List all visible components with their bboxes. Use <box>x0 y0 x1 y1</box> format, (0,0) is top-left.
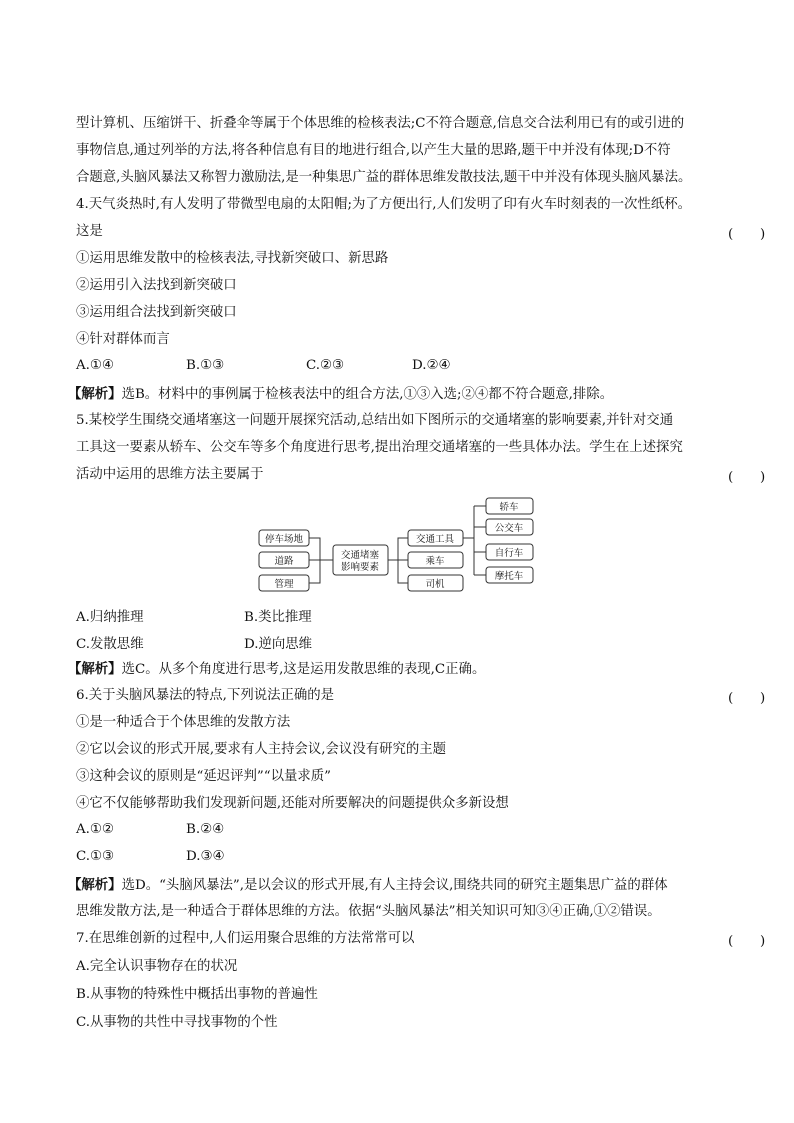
q7-stem-line-1: 7.在思维创新的过程中,人们运用聚合思维的方法常常可以 <box>76 931 415 946</box>
q4-analysis <box>68 385 613 404</box>
intro-line-3: 合题意,头脑风暴法又称智力激励法,是一种集思广益的群体思维发散技法,题干中并没有体现头脑风暴法。 <box>76 170 692 185</box>
traffic-diagram <box>250 494 550 596</box>
q6-option-d: D.③④ <box>186 849 225 864</box>
diagram-right-3: 自行车 <box>494 548 524 559</box>
q5-option-b: B.类比推理 <box>244 610 312 625</box>
diagram-mid-1: 交通工具 <box>415 534 455 545</box>
q7-answer-paren: ( ) <box>728 934 766 949</box>
q5-analysis <box>68 660 485 679</box>
q6-item-1: ①是一种适合于个体思维的发散方法 <box>76 715 291 730</box>
q4-option-a: A.①④ <box>76 358 114 373</box>
q6-item-4: ④它不仅能够帮助我们发现新问题,还能对所要解决的问题提供众多新设想 <box>76 796 509 811</box>
q7-option-c: C.从事物的共性中寻找事物的个性 <box>76 1015 278 1030</box>
diagram-right-1: 轿车 <box>499 502 519 513</box>
q4-item-1: ①运用思维发散中的检核表法,寻找新突破口、新思路 <box>76 251 389 266</box>
q4-option-d: D.②④ <box>412 358 451 373</box>
analysis-text: 选B。材料中的事例属于检核表法中的组合方法,①③入选;②④都不符合题意,排除。 <box>121 387 614 402</box>
analysis-text: 选C。从多个角度进行思考,这是运用发散思维的表现,C正确。 <box>121 662 486 677</box>
diagram-mid-3: 司机 <box>425 579 445 590</box>
q6-answer-paren: ( ) <box>728 691 766 706</box>
q6-item-2: ②它以会议的形式开展,要求有人主持会议,会议没有研究的主题 <box>76 742 447 757</box>
diagram-left-2: 道路 <box>274 556 294 567</box>
diagram-right-2: 公交车 <box>494 523 524 534</box>
q7-option-b: B.从事物的特殊性中概括出事物的普遍性 <box>76 987 318 1002</box>
q5-stem-line-2: 工具这一要素从轿车、公交车等多个角度进行思考,提出治理交通堵塞的一些具体办法。学生在上述探究 <box>76 440 683 455</box>
q4-option-c: C.②③ <box>306 358 345 373</box>
q4-item-3: ③运用组合法找到新突破口 <box>76 305 237 320</box>
q4-answer-paren: ( ) <box>728 227 766 242</box>
q6-stem-line-1: 6.关于头脑风暴法的特点,下列说法正确的是 <box>76 688 335 703</box>
analysis-tag: 【解析】 <box>68 877 122 893</box>
diagram-center-line-1: 交通堵塞 <box>340 550 380 561</box>
q4-item-2: ②运用引入法找到新突破口 <box>76 278 237 293</box>
q4-stem-line-1: 4.天气炎热时,有人发明了带微型电扇的太阳帽;为了方便出行,人们发明了印有火车时刻表的一次性纸杯。 <box>76 197 691 212</box>
analysis-tag: 【解析】 <box>68 386 122 402</box>
q6-analysis-line-1 <box>68 876 668 895</box>
intro-line-1: 型计算机、压缩饼干、折叠伞等属于个体思维的检核表法;C不符合题意,信息交合法利用已有的或引进的 <box>76 116 685 131</box>
diagram-center-line-2: 影响要素 <box>340 562 380 573</box>
analysis-tag: 【解析】 <box>68 661 122 677</box>
q5-stem-line-3: 活动中运用的思维方法主要属于 <box>76 467 264 482</box>
q5-option-a: A.归纳推理 <box>76 610 144 625</box>
intro-line-2: 事物信息,通过列举的方法,将各种信息有目的地进行组合,以产生大量的思路,题干中并没有体现;D不符 <box>76 143 671 158</box>
q4-item-4: ④针对群体而言 <box>76 332 170 347</box>
q5-answer-paren: ( ) <box>728 470 766 485</box>
q6-option-b: B.②④ <box>186 822 225 837</box>
q5-stem-line-1: 5.某校学生围绕交通堵塞这一问题开展探究活动,总结出如下图所示的交通堵塞的影响要素,并针对交通 <box>76 413 674 428</box>
diagram-left-3: 管理 <box>274 579 294 590</box>
diagram-right-4: 摩托车 <box>494 571 524 582</box>
q7-option-a: A.完全认识事物存在的状况 <box>76 959 238 974</box>
q5-option-c: C.发散思维 <box>76 637 144 652</box>
q5-option-d: D.逆向思维 <box>244 637 313 652</box>
analysis-text: 选D。“头脑风暴法”,是以会议的形式开展,有人主持会议,围绕共同的研究主题集思广益的群体 <box>121 878 668 893</box>
diagram-left-1: 停车场地 <box>264 534 304 545</box>
q4-option-b: B.①③ <box>186 358 225 373</box>
q6-option-c: C.①③ <box>76 849 115 864</box>
q6-item-3: ③这种会议的原则是“延迟评判”“以量求质” <box>76 769 332 784</box>
q6-option-a: A.①② <box>76 822 114 837</box>
q4-stem-line-2: 这是 <box>76 224 103 239</box>
diagram-mid-2: 乘车 <box>425 556 445 567</box>
q6-analysis-line-2: 思维发散方法,是一种适合于群体思维的方法。依据“头脑风暴法”相关知识可知③④正确,①②错误。 <box>76 904 661 919</box>
